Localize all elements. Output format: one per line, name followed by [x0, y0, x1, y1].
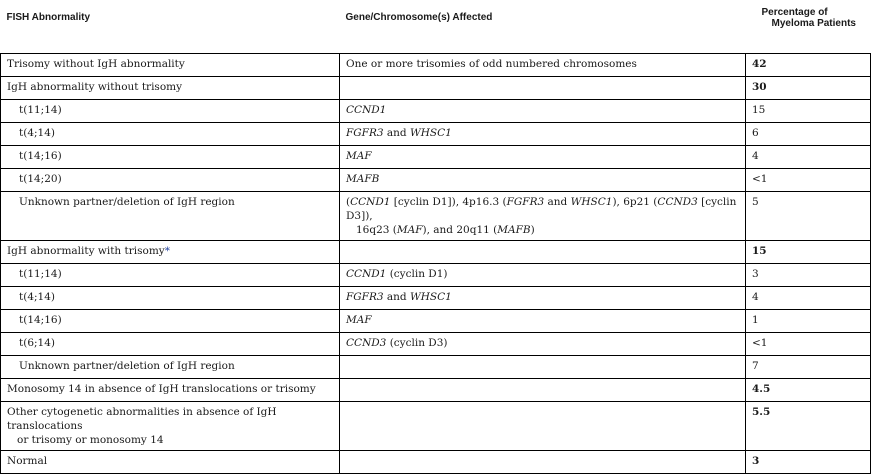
gene-name: FGFR3: [346, 291, 384, 303]
gene-cell: One or more trisomies of odd numbered chromosomes: [340, 54, 746, 77]
gene-cell: [340, 356, 746, 379]
table-row: [1, 264, 871, 287]
percentage-cell: <1: [746, 169, 871, 192]
header-percentage: [746, 0, 871, 54]
table-row: [1, 451, 871, 474]
gene-text: (cyclin D3): [386, 337, 448, 349]
abnormality-cell: t(11;14): [1, 264, 340, 287]
gene-text: ): [530, 224, 535, 236]
gene-cell: [340, 241, 746, 264]
gene-cell: [340, 123, 746, 146]
abnormality-second-line: or trisomy or monosomy 14: [17, 434, 164, 446]
gene-text: and: [544, 196, 571, 208]
gene-name: WHSC1: [409, 127, 452, 139]
table-row: [1, 146, 871, 169]
percentage-cell: <1: [746, 333, 871, 356]
percentage-cell: 4.5: [746, 379, 871, 402]
percentage-cell: 15: [746, 100, 871, 123]
table-row: [1, 100, 871, 123]
table-row: [1, 192, 871, 241]
gene-cell: [340, 77, 746, 100]
table-row: [1, 123, 871, 146]
table-row: [1, 54, 871, 77]
percentage-cell: 6: [746, 123, 871, 146]
percentage-cell: 1: [746, 310, 871, 333]
gene-name: MAF: [346, 314, 372, 326]
table-row: [1, 356, 871, 379]
gene-name: MAF: [396, 224, 423, 236]
abnormality-cell: t(4;14): [1, 287, 340, 310]
gene-text: [cyclin D3]),: [346, 196, 737, 222]
percentage-cell: 4: [746, 146, 871, 169]
gene-conjunction: and: [383, 127, 410, 139]
header-percentage-line1: Percentage of: [761, 7, 828, 18]
gene-text: (: [346, 196, 351, 208]
abnormality-cell: [1, 241, 340, 264]
abnormality-cell: [1, 402, 340, 451]
gene-second-line: [346, 223, 739, 237]
table-row: [1, 379, 871, 402]
abnormality-text: Other cytogenetic abnormalities in absence of IgH translocations: [7, 406, 277, 432]
percentage-cell: 7: [746, 356, 871, 379]
percentage-cell: 42: [746, 54, 871, 77]
abnormality-cell: Unknown partner/deletion of IgH region: [1, 356, 340, 379]
percentage-cell: 4: [746, 287, 871, 310]
gene-name: CCND3: [346, 337, 387, 349]
gene-cell: [340, 310, 746, 333]
header-gene-affected: Gene/Chromosome(s) Affected: [340, 0, 746, 54]
table-row: [1, 287, 871, 310]
gene-cell: [340, 379, 746, 402]
abnormality-cell: Trisomy without IgH abnormality: [1, 54, 340, 77]
table-row: [1, 402, 871, 451]
percentage-cell: 3: [746, 451, 871, 474]
gene-cell: [340, 287, 746, 310]
header-percentage-line2: Myeloma Patients: [771, 18, 856, 29]
gene-cell: [340, 100, 746, 123]
gene-text: [cyclin D1]), 4p16.3 (: [390, 196, 507, 208]
gene-name: WHSC1: [409, 291, 452, 303]
gene-name: WHSC1: [570, 196, 613, 208]
percentage-cell: 5: [746, 192, 871, 241]
abnormality-cell: Unknown partner/deletion of IgH region: [1, 192, 340, 241]
gene-name: FGFR3: [346, 127, 384, 139]
abnormality-cell: t(11;14): [1, 100, 340, 123]
gene-name: MAF: [346, 150, 372, 162]
gene-cell: [340, 146, 746, 169]
abnormality-text: IgH abnormality with trisomy: [7, 245, 165, 257]
gene-cell: [340, 264, 746, 287]
table-row: [1, 241, 871, 264]
percentage-cell: 5.5: [746, 402, 871, 451]
gene-name: CCND1: [346, 104, 387, 116]
abnormality-cell: t(14;16): [1, 146, 340, 169]
abnormality-cell: t(4;14): [1, 123, 340, 146]
gene-name: CCND3: [657, 196, 698, 208]
gene-text: 16q23 (: [356, 224, 397, 236]
gene-name: FGFR3: [506, 196, 545, 208]
header-row: [1, 0, 871, 54]
percentage-cell: 3: [746, 264, 871, 287]
gene-name: CCND1: [350, 196, 391, 208]
gene-cell: [340, 451, 746, 474]
abnormality-cell: Monosomy 14 in absence of IgH translocations or trisomy: [1, 379, 340, 402]
footnote-marker[interactable]: *: [164, 245, 170, 257]
gene-text: ), and 20q11 (: [422, 224, 498, 236]
gene-cell: [340, 192, 746, 241]
table-row: [1, 169, 871, 192]
percentage-cell: 15: [746, 241, 871, 264]
gene-name: CCND1: [346, 268, 387, 280]
header-fish-abnormality: FISH Abnormality: [1, 0, 340, 54]
abnormality-cell: t(6;14): [1, 333, 340, 356]
gene-cell: [340, 333, 746, 356]
table-row: [1, 333, 871, 356]
gene-cell: [340, 169, 746, 192]
table-row: [1, 310, 871, 333]
table-row: [1, 77, 871, 100]
gene-text: ), 6p21 (: [612, 196, 658, 208]
abnormality-cell: t(14;20): [1, 169, 340, 192]
gene-cell: [340, 402, 746, 451]
abnormality-cell: Normal: [1, 451, 340, 474]
gene-name: MAFB: [346, 173, 380, 185]
abnormality-cell: t(14;16): [1, 310, 340, 333]
gene-conjunction: and: [383, 291, 410, 303]
percentage-cell: 30: [746, 77, 871, 100]
gene-name: MAFB: [497, 224, 531, 236]
abnormality-cell: IgH abnormality without trisomy: [1, 77, 340, 100]
gene-text: (cyclin D1): [386, 268, 448, 280]
